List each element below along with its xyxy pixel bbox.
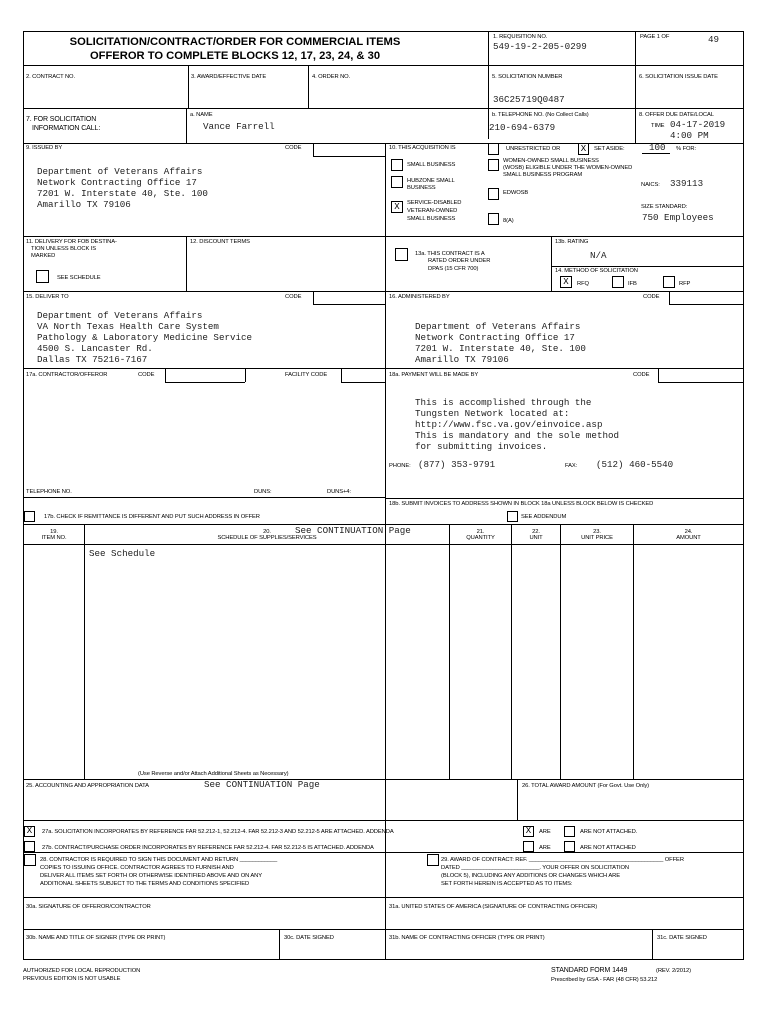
offer-due-date[interactable]: 04-17-2019 xyxy=(670,119,726,130)
divider xyxy=(313,304,385,305)
divider xyxy=(23,368,744,369)
divider xyxy=(23,929,744,930)
unrestricted-checkbox[interactable] xyxy=(488,143,499,155)
rating-value: N/A xyxy=(590,250,607,261)
divider xyxy=(165,368,166,382)
rated-order-checkbox[interactable] xyxy=(395,248,408,261)
27a-are-not-label: ARE NOT ATTACHED. xyxy=(580,829,638,835)
administered-by-code-label: CODE xyxy=(643,294,660,300)
deliver-to-line: Department of Veterans Affairs xyxy=(37,310,203,321)
28-label: COPIES TO ISSUING OFFICE. CONTRACTOR AGREES TO FURNISH AND xyxy=(40,865,234,871)
fob-label: TION UNLESS BLOCK IS xyxy=(31,246,97,252)
co-date-label: 31c. DATE SIGNED xyxy=(657,935,707,941)
divider xyxy=(449,524,450,780)
29-label: SET FORTH HEREIN IS ACCEPTED AS TO ITEMS: xyxy=(441,881,573,887)
divider xyxy=(658,368,659,382)
see-addendum-checkbox[interactable] xyxy=(507,511,518,522)
col-quantity-header: QUANTITY xyxy=(466,535,495,541)
fob-label: 11. DELIVERY FOR FOB DESTINA- xyxy=(26,239,117,245)
29-label: (BLOCK 5), INCLUDING ANY ADDITIONS OR CHANGES WHICH ARE xyxy=(441,873,620,879)
27b-are-label: ARE xyxy=(539,845,551,851)
offer-due-label: 8. OFFER DUE DATE/LOCAL xyxy=(639,112,714,118)
29-label: DATED _________________________. YOUR OFFER ON SOLICITATION xyxy=(441,865,629,871)
hubzone-label: HUBZONE SMALL xyxy=(407,178,455,184)
rfq-checkbox[interactable]: X xyxy=(560,276,572,288)
27a-are-checkbox[interactable]: X xyxy=(523,826,534,837)
edwosb-label: EDWOSB xyxy=(503,190,529,196)
wosb-checkbox[interactable] xyxy=(488,159,499,171)
total-award-label: 26. TOTAL AWARD AMOUNT (For Govt. Use Only) xyxy=(522,783,650,789)
rated-order-label: RATED ORDER UNDER xyxy=(428,258,491,264)
acquisition-label: 10. THIS ACQUISITION IS xyxy=(389,145,456,151)
sdvosb-label: SERVICE-DISABLED xyxy=(407,200,462,206)
solicitation-method-label: 14. METHOD OF SOLICITATION xyxy=(555,268,638,274)
phone-value: (877) 353-9791 xyxy=(418,459,496,470)
issue-date-label: 6. SOLICITATION ISSUE DATE xyxy=(639,74,718,80)
deliver-to-label: 15. DELIVER TO xyxy=(26,294,69,300)
footer-authorized: AUTHORIZED FOR LOCAL REPRODUCTION xyxy=(23,968,141,974)
accounting-label: 25. ACCOUNTING AND APPROPRIATION DATA xyxy=(26,783,149,789)
footer-prescribed: Prescribed by GSA - FAR (48 CFR) 53.212 xyxy=(551,977,658,983)
issued-by-line: 7201 W. Interstate 40, Ste. 100 xyxy=(37,188,208,199)
divider xyxy=(23,236,744,237)
requisition-number[interactable]: 549-19-2-205-0299 xyxy=(493,41,587,52)
hubzone-label: BUSINESS xyxy=(407,185,436,191)
deliver-to-line: Dallas TX 75216-7167 xyxy=(37,354,148,365)
rating-label: 13b. RATING xyxy=(555,239,589,245)
duns-label: DUNS: xyxy=(254,489,272,495)
divider xyxy=(313,291,314,304)
divider xyxy=(23,779,744,780)
schedule-body-text: See Schedule xyxy=(89,548,156,559)
27b-label: 27b. CONTRACT/PURCHASE ORDER INCORPORATES BY REFERENCE FAR 52.212-4. FAR 52.212-5 IS ATTACHED. ADDENDA xyxy=(42,845,374,851)
schedule-footnote: (Use Reverse and/or Attach Additional Sheets as Necessary) xyxy=(138,771,289,777)
page-label: PAGE 1 OF xyxy=(640,34,670,40)
hubzone-checkbox[interactable] xyxy=(391,176,403,188)
footer-revision: (REV. 2/2012) xyxy=(656,968,691,974)
divider xyxy=(517,779,518,820)
administered-by-line: Amarillo TX 79106 xyxy=(415,354,509,365)
contractor-label: 17a. CONTRACTOR/OFFEROR xyxy=(26,372,108,378)
divider xyxy=(23,897,744,898)
eight-a-checkbox[interactable] xyxy=(488,213,499,225)
co-signature-label: 31a. UNITED STATES OF AMERICA (SIGNATURE OF CONTRACTING OFFICER) xyxy=(389,904,598,910)
divider xyxy=(23,544,744,545)
divider xyxy=(511,524,512,780)
contact-name[interactable]: Vance Farrell xyxy=(203,121,275,132)
divider xyxy=(385,498,744,499)
col-quantity-num: 21. xyxy=(476,529,485,535)
wosb-label: (WOSB) ELIGIBLE UNDER THE WOMEN-OWNED xyxy=(503,165,633,171)
issued-by-line: Network Contracting Office 17 xyxy=(37,177,197,188)
fob-label: MARKED xyxy=(31,253,56,259)
27a-label: 27a. SOLICITATION INCORPORATES BY REFERENCE FAR 52.212-1, 52.212-4. FAR 52.212-3 AND 52.212-5 ARE ATTACHED. ADDENDA xyxy=(42,829,394,835)
divider xyxy=(551,266,744,267)
see-schedule-label: SEE SCHEDULE xyxy=(57,275,101,281)
divider xyxy=(313,143,314,156)
telephone-label: b. TELEPHONE NO. (No Collect Calls) xyxy=(492,112,589,118)
time-label: TIME xyxy=(651,123,665,129)
solicitation-number[interactable]: 36C25719Q0487 xyxy=(493,94,565,105)
ifb-checkbox[interactable] xyxy=(612,276,624,288)
order-no-label: 4. ORDER NO. xyxy=(312,74,351,80)
size-standard-label: SIZE STANDARD: xyxy=(641,204,688,210)
issued-by-label: 9. ISSUED BY xyxy=(26,145,63,151)
deliver-to-line: Pathology & Laboratory Medicine Service xyxy=(37,332,253,343)
divider xyxy=(186,108,187,143)
28-label: DELIVER ALL ITEMS SET FORTH OR OTHERWISE IDENTIFIED ABOVE AND ON ANY xyxy=(40,873,263,879)
accounting-value: See CONTINUATION Page xyxy=(204,779,320,790)
requisition-label: 1. REQUISITION NO. xyxy=(493,34,548,40)
27b-are-not-checkbox[interactable] xyxy=(564,841,575,852)
27b-are-checkbox[interactable] xyxy=(523,841,534,852)
form-title: SOLICITATION/CONTRACT/ORDER FOR COMMERCIAL ITEMS xyxy=(69,36,401,48)
wosb-label: SMALL BUSINESS PROGRAM xyxy=(503,172,583,178)
issued-by-code-label: CODE xyxy=(285,145,302,151)
info-call-label: 7. FOR SOLICITATION xyxy=(26,116,97,123)
divider xyxy=(165,382,245,383)
see-addendum-label: SEE ADDENDUM xyxy=(521,514,567,520)
divider xyxy=(635,31,636,143)
col-unit-header: UNIT xyxy=(529,535,543,541)
page-total: 49 xyxy=(708,34,720,45)
sdvosb-checkbox[interactable]: X xyxy=(391,201,403,213)
col-schedule-header: SCHEDULE OF SUPPLIES/SERVICES xyxy=(217,535,317,541)
27b-checkbox[interactable] xyxy=(24,841,35,852)
set-aside-checkbox[interactable]: X xyxy=(578,143,589,155)
29-label: 29. AWARD OF CONTRACT: REF. ___________________________________________ OFFER xyxy=(441,857,684,863)
percent-for-label: % FOR: xyxy=(676,146,697,152)
contractor-code-label: CODE xyxy=(138,372,155,378)
size-standard-value: 750 Employees xyxy=(642,212,714,223)
col-unit-num: 22. xyxy=(532,529,540,535)
footer-standard-form: STANDARD FORM 1449 xyxy=(551,967,628,974)
divider xyxy=(385,897,386,960)
27b-are-not-label: ARE NOT ATTACHED xyxy=(580,845,636,851)
eight-a-label: 8(A) xyxy=(503,218,514,224)
wosb-label: WOMEN-OWNED SMALL BUSINESS xyxy=(503,158,599,164)
divider xyxy=(23,291,744,292)
deliver-to-line: VA North Texas Health Care System xyxy=(37,321,219,332)
form-subtitle: OFFEROR TO COMPLETE BLOCKS 12, 17, 23, 24, & 30 xyxy=(89,50,381,62)
unrestricted-label: UNRESTRICTED OR xyxy=(506,146,561,152)
administered-by-line: 7201 W. Interstate 40, Ste. 100 xyxy=(415,343,586,354)
deliver-to-code-label: CODE xyxy=(285,294,302,300)
27a-checkbox[interactable]: X xyxy=(24,826,35,837)
info-call-label: INFORMATION CALL: xyxy=(32,125,101,132)
deliver-to-line: 4500 S. Lancaster Rd. xyxy=(37,343,153,354)
schedule-continuation: See CONTINUATION Page xyxy=(295,525,411,536)
telephone-number[interactable]: 210-694-6379 xyxy=(489,122,556,133)
divider xyxy=(23,820,744,821)
small-business-label: SMALL BUSINESS xyxy=(407,162,456,168)
payment-line: for submitting invoices. xyxy=(415,441,548,452)
divider xyxy=(341,368,342,382)
divider xyxy=(186,236,187,291)
offeror-date-label: 30c. DATE SIGNED xyxy=(284,935,334,941)
remittance-checkbox[interactable] xyxy=(24,511,35,522)
divider xyxy=(279,929,280,960)
remittance-label: 17b. CHECK IF REMITTANCE IS DIFFERENT AND PUT SUCH ADDRESS IN OFFER xyxy=(44,514,260,520)
payment-line: http://www.fsc.va.gov/einvoice.asp xyxy=(415,419,603,430)
divider xyxy=(23,108,744,109)
payment-code-label: CODE xyxy=(633,372,650,378)
facility-code-label: FACILITY CODE xyxy=(285,372,328,378)
col-item-num: 19. xyxy=(50,529,58,535)
rated-order-label: DPAS (15 CFR 700) xyxy=(428,266,479,272)
award-date-label: 3. AWARD/EFFECTIVE DATE xyxy=(191,74,267,80)
issued-by-line: Department of Veterans Affairs xyxy=(37,166,203,177)
divider xyxy=(560,524,561,780)
offeror-signature-label: 30a. SIGNATURE OF OFFEROR/CONTRACTOR xyxy=(26,904,151,910)
col-amount-num: 24. xyxy=(684,529,693,535)
ifb-label: IFB xyxy=(628,281,637,287)
divider xyxy=(188,65,189,108)
solicitation-number-label: 5. SOLICITATION NUMBER xyxy=(492,74,563,80)
payment-line: Tungsten Network located at: xyxy=(415,408,570,419)
rated-order-label: 13a. THIS CONTRACT IS A xyxy=(415,251,485,257)
discount-terms-label: 12. DISCOUNT TERMS xyxy=(190,239,250,245)
divider xyxy=(669,291,670,304)
divider xyxy=(23,497,385,498)
col-unit-price-num: 23. xyxy=(593,529,601,535)
edwosb-checkbox[interactable] xyxy=(488,188,499,200)
duns4-label: DUNS+4: xyxy=(327,489,351,495)
divider xyxy=(313,156,385,157)
28-checkbox[interactable] xyxy=(24,854,36,866)
administered-by-label: 16. ADMINISTERED BY xyxy=(389,294,450,300)
29-checkbox[interactable] xyxy=(427,854,439,866)
sdvosb-label: VETERAN-OWNED xyxy=(407,208,458,214)
divider xyxy=(341,382,385,383)
rfp-checkbox[interactable] xyxy=(663,276,675,288)
administered-by-line: Network Contracting Office 17 xyxy=(415,332,575,343)
fax-label: FAX: xyxy=(565,463,578,469)
fax-value: (512) 460-5540 xyxy=(596,459,674,470)
divider xyxy=(23,65,744,66)
col-amount-header: AMOUNT xyxy=(676,535,701,541)
divider xyxy=(23,852,744,853)
divider xyxy=(245,368,246,382)
28-label: ADDITIONAL SHEETS SUBJECT TO THE TERMS AND CONDITIONS SPECIFIED xyxy=(40,881,250,887)
divider xyxy=(652,929,653,960)
small-business-checkbox[interactable] xyxy=(391,159,403,171)
divider xyxy=(84,524,85,780)
sdvosb-label: SMALL BUSINESS xyxy=(407,216,456,222)
naics-label: NAICS: xyxy=(641,182,660,188)
rfp-label: RFP xyxy=(679,281,691,287)
underline xyxy=(642,153,670,154)
set-aside-label: SET ASIDE: xyxy=(594,146,625,152)
27a-are-label: ARE xyxy=(539,829,551,835)
divider xyxy=(658,382,744,383)
border-bottom xyxy=(23,959,744,960)
footer-previous: PREVIOUS EDITION IS NOT USABLE xyxy=(23,976,121,982)
contract-no-label: 2. CONTRACT NO. xyxy=(26,74,75,80)
payment-line: This is mandatory and the sole method xyxy=(415,430,619,441)
phone-label: PHONE: xyxy=(389,463,411,469)
set-aside-percent[interactable]: 100 xyxy=(649,142,666,153)
rfq-label: RFQ xyxy=(577,281,589,287)
divider xyxy=(23,143,744,144)
divider xyxy=(551,236,552,291)
payment-label: 18a. PAYMENT WILL BE MADE BY xyxy=(389,372,479,378)
divider xyxy=(669,304,744,305)
submit-invoices-label: 18b. SUBMIT INVOICES TO ADDRESS SHOWN IN BLOCK 18a UNLESS BLOCK BELOW IS CHECKED xyxy=(389,501,654,507)
payment-line: This is accomplished through the xyxy=(415,397,592,408)
signer-name-label: 30b. NAME AND TITLE OF SIGNER (TYPE OR PRINT) xyxy=(26,935,166,941)
divider xyxy=(633,524,634,780)
administered-by-line: Department of Veterans Affairs xyxy=(415,321,581,332)
telephone-no-label: TELEPHONE NO. xyxy=(26,489,72,495)
27a-are-not-checkbox[interactable] xyxy=(564,826,575,837)
see-schedule-checkbox[interactable] xyxy=(36,270,49,283)
issued-by-line: Amarillo TX 79106 xyxy=(37,199,131,210)
col-schedule-num: 20. xyxy=(263,529,271,535)
col-item-header: ITEM NO. xyxy=(41,535,67,541)
col-unit-price-header: UNIT PRICE xyxy=(581,535,613,541)
name-label: a. NAME xyxy=(190,112,213,118)
naics-value: 339113 xyxy=(670,178,704,189)
co-name-label: 31b. NAME OF CONTRACTING OFFICER (TYPE OR PRINT) xyxy=(389,935,545,941)
28-label: 28. CONTRACTOR IS REQUIRED TO SIGN THIS DOCUMENT AND RETURN ____________ xyxy=(40,857,278,863)
divider xyxy=(308,65,309,108)
offer-due-time[interactable]: 4:00 PM xyxy=(670,130,709,141)
